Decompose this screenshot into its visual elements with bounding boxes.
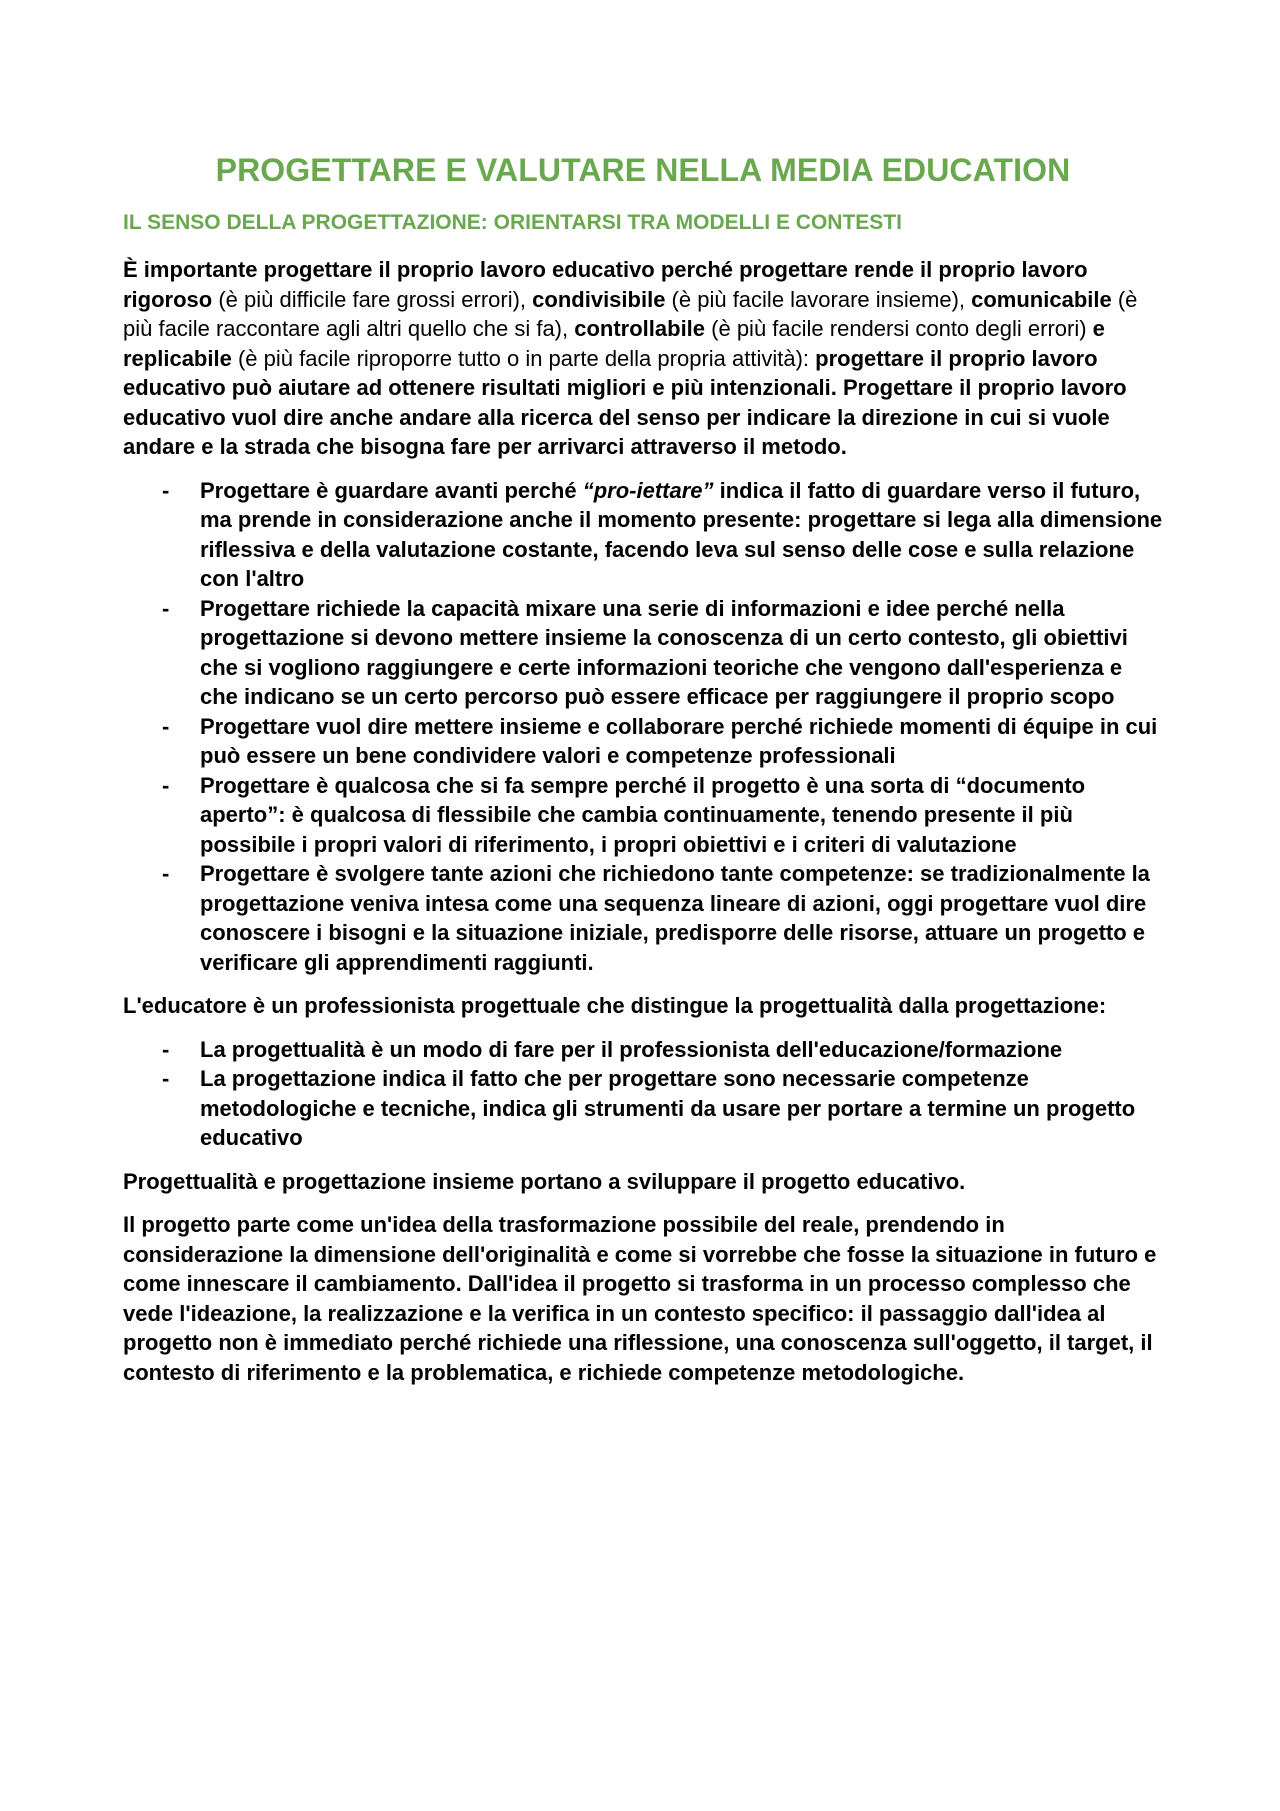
intro-text: (è più facile lavorare insieme), bbox=[665, 286, 972, 312]
list-item-text: La progettualità è un modo di fare per il professionista dell'educazione/formazione bbox=[200, 1036, 1063, 1062]
dash-bullet: - bbox=[162, 595, 170, 621]
educator-paragraph: L'educatore è un professionista progettuale che distingue la progettualità dalla progettazione: bbox=[123, 993, 1107, 1018]
document-page bbox=[123, 150, 1163, 1401]
progettare-list bbox=[123, 476, 1163, 978]
intro-bold-term: condivisibile bbox=[532, 286, 666, 312]
intro-bold-lead: È importante progettare il proprio lavoro educativo perché progettare rende il proprio lavoro rigoroso bbox=[123, 257, 1088, 312]
list-item bbox=[123, 1035, 1163, 1065]
list-item-text: Progettare è qualcosa che si fa sempre perché il progetto è una sorta di “documento aperto”: è qualcosa di flessibile che cambia continuamente, tenendo presente il più possibile i propri valori di riferimento, i propri obiettivi e i criteri di valutazione bbox=[200, 772, 1086, 857]
intro-text: (è più difficile fare grossi errori), bbox=[212, 286, 533, 312]
intro-bold-term: controllabile bbox=[574, 316, 706, 341]
list-item bbox=[123, 859, 1163, 977]
list-item bbox=[123, 1064, 1163, 1153]
list-item bbox=[123, 594, 1163, 712]
list-item-text: Progettare è svolgere tante azioni che richiedono tante competenze: se tradizionalmente la progettazione veniva intesa come una sequenza lineare di azioni, oggi progettare vuol dire conoscere i bisogni e la situazione iniziale, predisporre delle risorse, attuare un progetto e verificare gli apprendimenti raggiunti. bbox=[200, 861, 1150, 975]
list-item-text: Progettare richiede la capacità mixare una serie di informazioni e idee perché nella progettazione si devono mettere insieme la conoscenza di un certo contesto, gli obiettivi che si vogliono raggiungere e certe informazioni teoriche che vengono dall'esperienza e che indicano se un certo percorso può essere efficace per raggiungere il proprio scopo bbox=[200, 595, 1128, 709]
dash-bullet: - bbox=[162, 1036, 170, 1062]
progettualita-list bbox=[123, 1035, 1163, 1153]
dash-bullet: - bbox=[162, 861, 170, 886]
list-item-italic-term: “pro-iettare” bbox=[582, 477, 714, 503]
section-heading: IL SENSO DELLA PROGETTAZIONE: ORIENTARSI TRA MODELLI E CONTESTI bbox=[123, 211, 902, 234]
list-item bbox=[123, 771, 1163, 860]
intro-bold-term: e replicabile bbox=[123, 316, 1105, 371]
dash-bullet: - bbox=[162, 477, 170, 503]
intro-text: (è più facile raccontare agli altri quello che si fa), bbox=[123, 286, 1138, 341]
list-item-text: indica il fatto di guardare verso il futuro, ma prende in considerazione anche il momento presente: progettare si lega alla dimensione riflessiva e della valutazione costante, facendo leva sul senso delle cose e sulla relazione con l'altro bbox=[200, 477, 1163, 591]
project-paragraph: Il progetto parte come un'idea della trasformazione possibile del reale, prendendo in considerazione la dimensione dell'originalità e come si vorrebbe che fosse la situazione in futuro e come innescare il cambiamento. Dall'idea il progetto si trasforma in un processo complesso che vede l'ideazione, la realizzazione e la verifica in un contesto specifico: il passaggio dall'idea al progetto non è immediato perché richiede una riflessione, una conoscenza sull'oggetto, il target, il contesto di riferimento e la problematica, e richiede competenze metodologiche. bbox=[123, 1212, 1157, 1385]
list-item bbox=[123, 712, 1163, 771]
document-title: PROGETTARE E VALUTARE NELLA MEDIA EDUCATION bbox=[215, 152, 1071, 188]
intro-paragraph bbox=[123, 255, 1163, 462]
list-item bbox=[123, 476, 1163, 594]
list-item-text: Progettare è guardare avanti perché bbox=[200, 477, 583, 503]
list-item-text: Progettare vuol dire mettere insieme e collaborare perché richiede momenti di équipe in cui può essere un bene condividere valori e competenze professionali bbox=[200, 713, 1158, 768]
intro-text: (è più facile rendersi conto degli errori) bbox=[705, 316, 1093, 341]
intro-text: (è più facile riproporre tutto o in parte della propria attività): bbox=[231, 345, 816, 371]
summary-paragraph: Progettualità e progettazione insieme portano a sviluppare il progetto educativo. bbox=[123, 1168, 966, 1194]
intro-bold-conclusion: progettare il proprio lavoro educativo può aiutare ad ottenere risultati migliori e più intenzionali. Progettare il proprio lavoro educativo vuol dire anche andare alla ricerca del senso per indicare la direzione in cui si vuole andare e la strada che bisogna fare per arrivarci attraverso il metodo. bbox=[123, 345, 1127, 459]
dash-bullet: - bbox=[162, 772, 170, 798]
intro-bold-term: comunicabile bbox=[971, 286, 1112, 312]
dash-bullet: - bbox=[162, 1066, 170, 1091]
list-item-text: La progettazione indica il fatto che per progettare sono necessarie competenze metodologiche e tecniche, indica gli strumenti da usare per portare a termine un progetto educativo bbox=[200, 1066, 1136, 1150]
dash-bullet: - bbox=[162, 713, 170, 739]
